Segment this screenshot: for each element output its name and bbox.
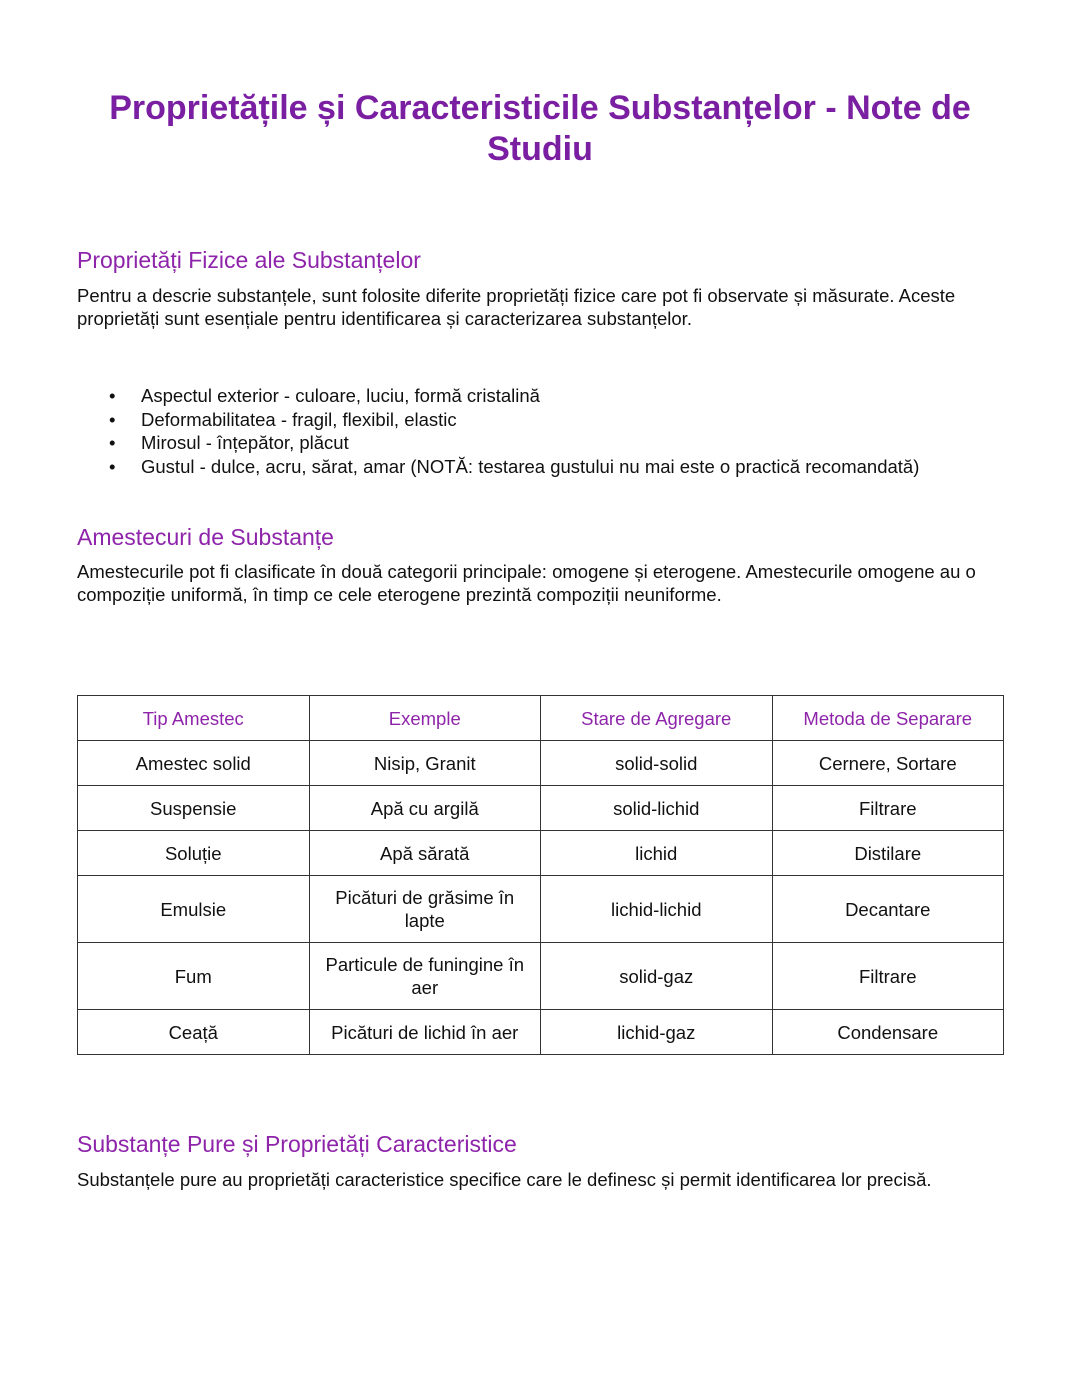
physical-properties-paragraph: Pentru a descrie substanțele, sunt folosite diferite proprietăți fizice care pot fi observate și măsurate. Aceste proprietăți sunt esențiale pentru identificarea și caracterizarea substanțelor. <box>77 285 956 329</box>
list-item-text: Deformabilitatea - fragil, flexibil, elastic <box>141 408 457 430</box>
list-item <box>77 384 1003 408</box>
table-cell: Nisip, Granit <box>309 741 541 786</box>
mixtures-paragraph: Amestecurile pot fi clasificate în două categorii principale: omogene și eterogene. Amestecurile omogene au o compoziție uniformă, în timp ce cele eterogene prezintă compoziții neuniforme. <box>77 561 976 605</box>
table-cell: Soluție <box>78 831 310 876</box>
table-cell: Filtrare <box>772 943 1004 1010</box>
table-cell: solid-solid <box>541 741 773 786</box>
header-cell-state: Stare de Agregare <box>541 696 773 741</box>
list-item-text: Gustul - dulce, acru, sărat, amar (NOTĂ: testarea gustului nu mai este o practică recomandată) <box>141 456 920 478</box>
table-cell: Suspensie <box>78 786 310 831</box>
table-cell: Apă cu argilă <box>309 786 541 831</box>
table-row <box>78 786 1004 831</box>
table-cell: Amestec solid <box>78 741 310 786</box>
table-row <box>78 831 1004 876</box>
physical-properties-heading: Proprietăți Fizice ale Substanțelor <box>77 247 421 273</box>
table-cell: Distilare <box>772 831 1004 876</box>
table-cell: lichid-gaz <box>541 1010 773 1055</box>
mixtures-heading: Amestecuri de Substanțe <box>77 524 334 550</box>
list-item <box>77 455 1003 479</box>
page-title: Proprietățile și Caracteristicile Substanțelor - Note de Studiu <box>109 89 971 168</box>
table-row <box>78 876 1004 943</box>
header-cell-separation: Metoda de Separare <box>772 696 1004 741</box>
table-cell: Filtrare <box>772 786 1004 831</box>
pure-substances-heading: Substanțe Pure și Proprietăți Caracteristice <box>77 1131 517 1157</box>
bullet-icon: • <box>109 432 116 454</box>
list-item <box>77 431 1003 455</box>
header-cell-mixture-type: Tip Amestec <box>78 696 310 741</box>
table-cell: Picături de grăsime în lapte <box>309 876 541 943</box>
table-cell: Picături de lichid în aer <box>309 1010 541 1055</box>
list-item-text: Mirosul - înțepător, plăcut <box>141 432 349 454</box>
table-row <box>78 943 1004 1010</box>
table-cell: Cernere, Sortare <box>772 741 1004 786</box>
table-row <box>78 1010 1004 1055</box>
bullet-icon: • <box>109 456 116 478</box>
table-cell: Fum <box>78 943 310 1010</box>
table-cell: Decantare <box>772 876 1004 943</box>
physical-properties-list <box>77 384 1003 479</box>
table-cell: Ceață <box>78 1010 310 1055</box>
header-cell-examples: Exemple <box>309 696 541 741</box>
pure-substances-paragraph: Substanțele pure au proprietăți caracteristice specifice care le definesc și permit identificarea lor precisă. <box>77 1169 932 1190</box>
bullet-icon: • <box>109 385 116 406</box>
table-cell: Apă sărată <box>309 831 541 876</box>
list-item-text: Aspectul exterior - culoare, luciu, formă cristalină <box>141 385 540 406</box>
table-cell: solid-gaz <box>541 943 773 1010</box>
table-cell: lichid-lichid <box>541 876 773 943</box>
bullet-icon: • <box>109 408 116 430</box>
table-cell: Condensare <box>772 1010 1004 1055</box>
table-cell: lichid <box>541 831 773 876</box>
list-item <box>77 408 1003 432</box>
table-cell: solid-lichid <box>541 786 773 831</box>
table-cell: Emulsie <box>78 876 310 943</box>
mixtures-table <box>77 695 1004 1055</box>
table-cell: Particule de funingine în aer <box>309 943 541 1010</box>
table-header-row <box>78 696 1004 741</box>
table-row <box>78 741 1004 786</box>
